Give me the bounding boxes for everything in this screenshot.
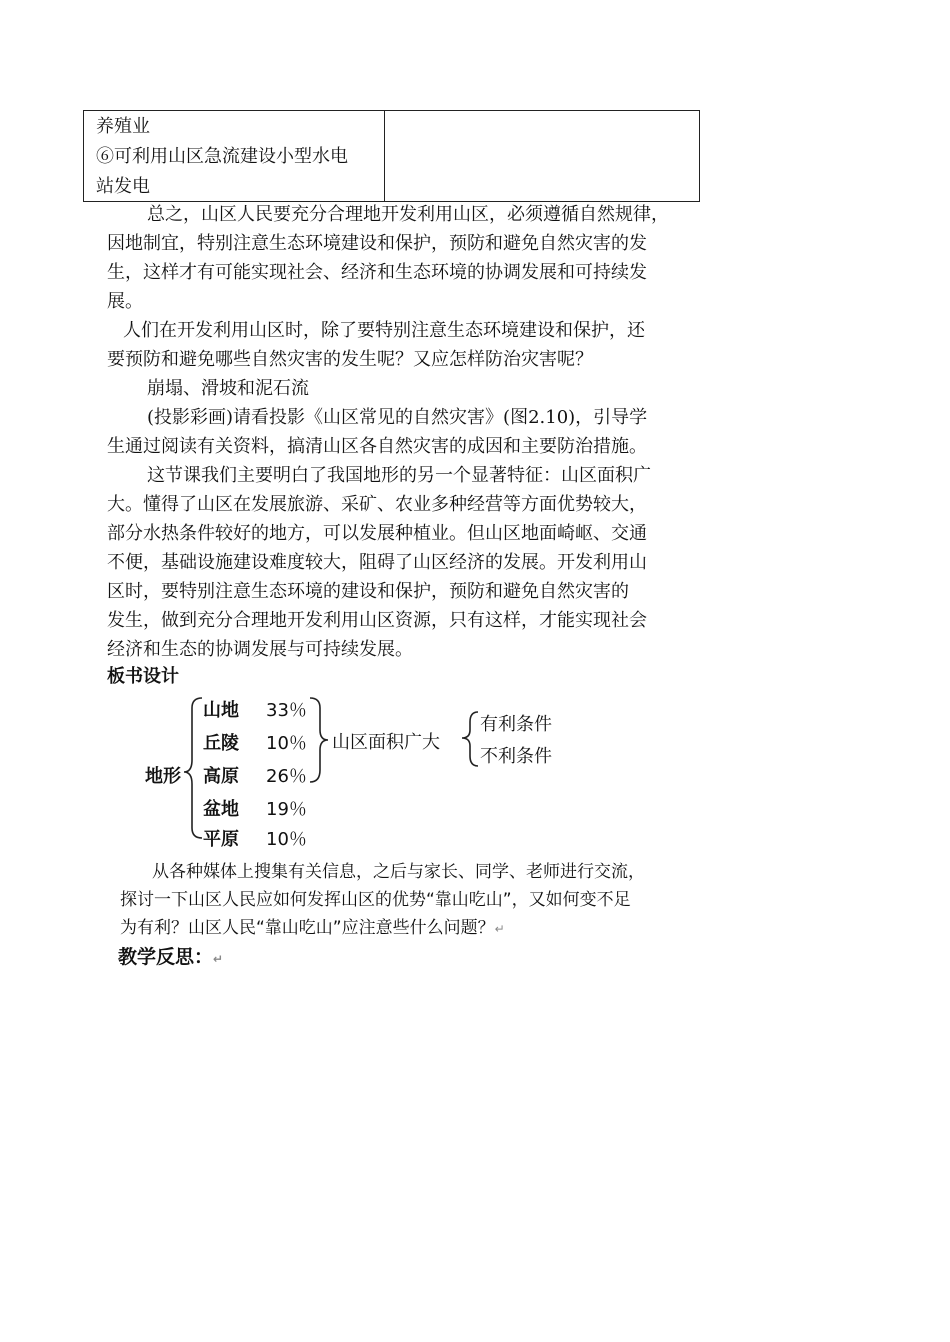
table-cell-left xyxy=(84,111,385,202)
board-item-name: 山地 xyxy=(203,700,239,721)
question-line: 要预防和避免哪些自然灾害的发生呢？又应怎样防治灾害呢？ xyxy=(107,349,593,370)
return-mark-icon: ↵ xyxy=(494,922,505,936)
board-item-pct: 26％ xyxy=(266,766,307,787)
board-diagram xyxy=(140,690,580,850)
board-item-name: 盆地 xyxy=(203,799,239,820)
projection-line: 生通过阅读有关资料，搞清山区各自然灾害的成因和主要防治措施。 xyxy=(107,436,647,457)
board-item-pct: 10％ xyxy=(266,829,307,850)
media-task-row xyxy=(120,914,505,943)
board-condition: 不利条件 xyxy=(480,746,552,767)
conclusion-line: 不便，基础设施建设难度较大，阻碍了山区经济的发展。开发利用山 xyxy=(107,552,647,573)
board-condition: 有利条件 xyxy=(480,714,552,735)
board-item-pct: 10％ xyxy=(266,733,307,754)
summary-line: 生，这样才有可能实现社会、经济和生态环境的协调发展和可持续发 xyxy=(107,262,647,283)
media-task-line: 为有利？山区人民“靠山吃山”应注意些什么问题？ xyxy=(120,918,495,938)
board-root: 地形 xyxy=(145,766,181,787)
left-brace xyxy=(184,698,202,838)
board-mid-label: 山区面积广大 xyxy=(332,732,440,753)
table-line: 养殖业 xyxy=(96,116,150,137)
board-item-name: 平原 xyxy=(203,829,239,850)
conclusion-line: 部分水热条件较好的地方，可以发展种植业。但山区地面崎岖、交通 xyxy=(107,523,647,544)
projection-line: (投影彩画)请看投影《山区常见的自然灾害》(图2.10)，引导学 xyxy=(147,407,648,428)
return-mark-icon: ↵ xyxy=(213,952,224,966)
right-brace xyxy=(310,698,328,782)
table-line: ⑥可利用山区急流建设小型水电 xyxy=(96,146,348,167)
reflection-row xyxy=(118,942,223,969)
table-cell-right xyxy=(385,111,700,202)
summary-line: 总之，山区人民要充分合理地开发利用山区，必须遵循自然规律， xyxy=(147,204,669,225)
conclusion-line: 发生，做到充分合理地开发利用山区资源，只有这样，才能实现社会 xyxy=(107,610,647,631)
disasters-heading: 崩塌、滑坡和泥石流 xyxy=(147,378,309,399)
media-task-line: 从各种媒体上搜集有关信息，之后与家长、同学、老师进行交流， xyxy=(152,862,645,882)
reflection-title: 教学反思： xyxy=(118,946,214,968)
board-item-name: 丘陵 xyxy=(203,733,239,754)
conclusion-line: 这节课我们主要明白了我国地形的另一个显著特征：山区面积广 xyxy=(147,465,651,486)
table-line: 站发电 xyxy=(96,176,150,197)
board-design-title: 板书设计 xyxy=(107,666,179,687)
summary-line: 展。 xyxy=(107,291,143,312)
conclusion-line: 区时，要特别注意生态环境的建设和保护，预防和避免自然灾害的 xyxy=(107,581,629,602)
board-item-name: 高原 xyxy=(203,766,239,787)
board-item-pct: 33％ xyxy=(266,700,307,721)
condition-brace xyxy=(462,712,478,766)
conclusion-line: 大。懂得了山区在发展旅游、采矿、农业多种经营等方面优势较大， xyxy=(107,494,647,515)
summary-line: 因地制宜，特别注意生态环境建设和保护，预防和避免自然灾害的发 xyxy=(107,233,647,254)
conclusion-line: 经济和生态的协调发展与可持续发展。 xyxy=(107,639,413,660)
continuation-table xyxy=(83,110,700,202)
question-line: 人们在开发利用山区时，除了要特别注意生态环境建设和保护，还 xyxy=(123,320,645,341)
board-item-pct: 19％ xyxy=(266,799,307,820)
media-task-line: 探讨一下山区人民应如何发挥山区的优势“靠山吃山”，又如何变不足 xyxy=(120,890,631,910)
